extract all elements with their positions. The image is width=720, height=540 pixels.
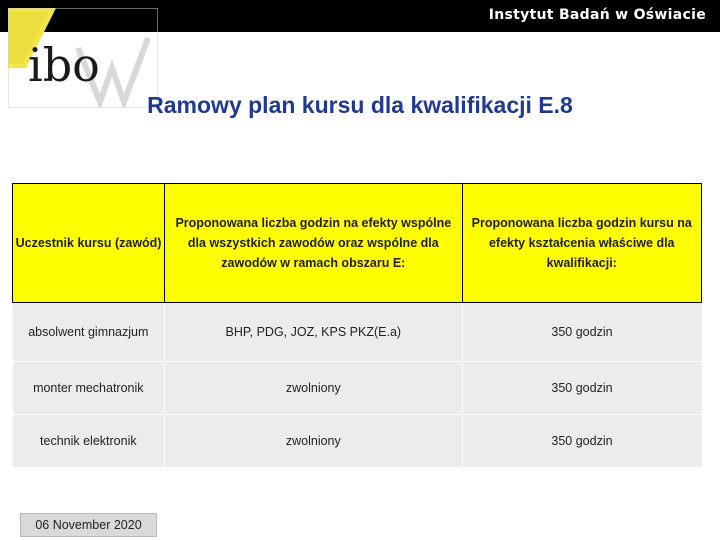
table-row (13, 415, 702, 468)
cell-participant: monter mechatronik (13, 362, 165, 415)
institution-name: Instytut Badań w Oświacie (488, 7, 706, 23)
header-participant: Uczestnik kursu (zawód) (13, 184, 165, 303)
cell-common-hours: zwolniony (165, 415, 462, 468)
cell-qualification-hours: 350 godzin (462, 415, 702, 468)
cell-qualification-hours: 350 godzin (462, 303, 702, 362)
table-row (13, 303, 702, 362)
logo-text: ibo (28, 38, 100, 92)
table-header-row (13, 184, 702, 303)
header-qualification-hours: Proponowana liczba godzin kursu na efekty kształcenia właściwe dla kwalifikacji: (462, 184, 702, 303)
cell-qualification-hours: 350 godzin (462, 362, 702, 415)
course-plan-table (12, 183, 702, 467)
header-common-hours: Proponowana liczba godzin na efekty wspólne dla wszystkich zawodów oraz wspólne dla zawodów w ramach obszaru E: (165, 184, 462, 303)
cell-participant: technik elektronik (13, 415, 165, 468)
table-row (13, 362, 702, 415)
cell-participant: absolwent gimnazjum (13, 303, 165, 362)
footer-date: 06 November 2020 (20, 513, 157, 537)
cell-common-hours: zwolniony (165, 362, 462, 415)
cell-common-hours: BHP, PDG, JOZ, KPS PKZ(E.a) (165, 303, 462, 362)
page-title: Ramowy plan kursu dla kwalifikacji E.8 (147, 92, 573, 118)
